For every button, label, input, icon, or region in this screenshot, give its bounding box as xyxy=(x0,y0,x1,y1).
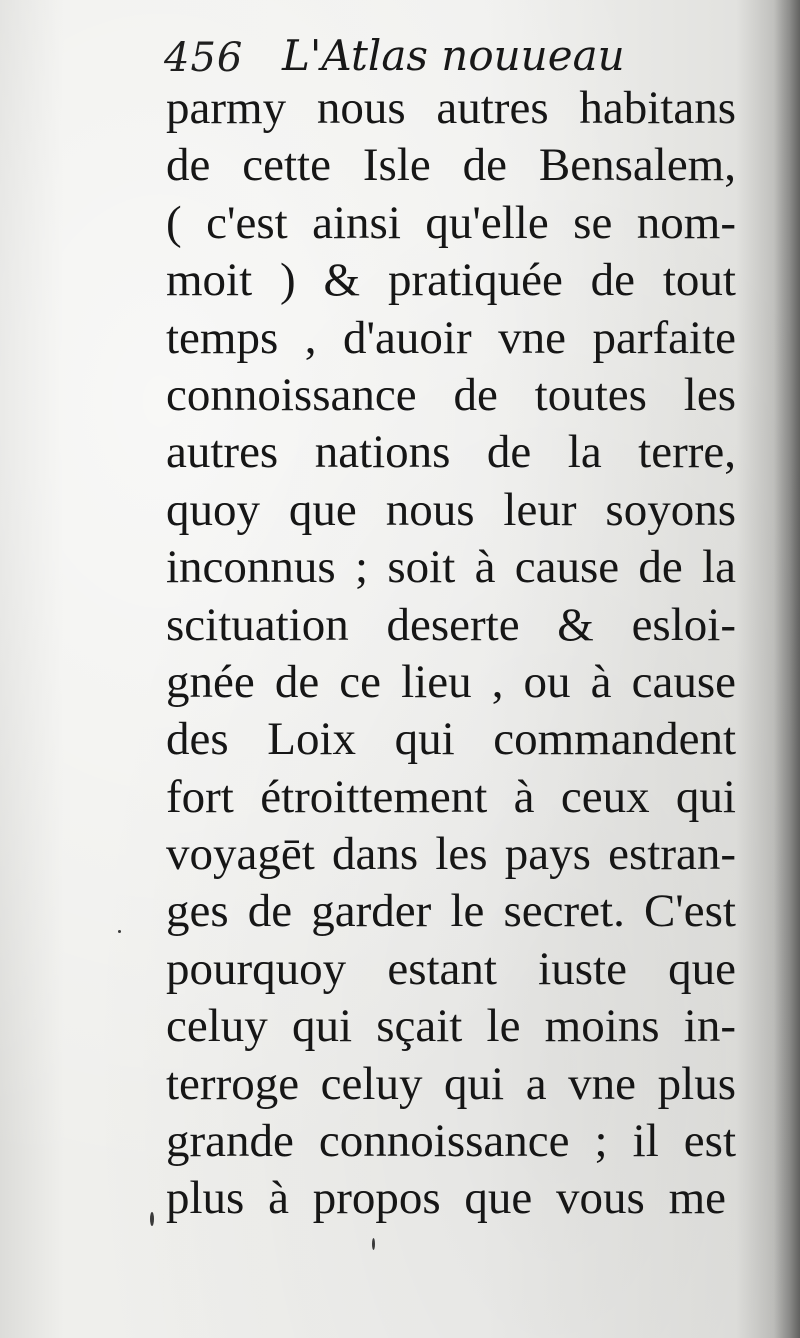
text-line: fort étroittement à ceux qui xyxy=(166,770,736,823)
text-line: quoy que nous leur soyons xyxy=(166,483,736,536)
text-line: inconnus ; soit à cause de la xyxy=(166,541,736,594)
text-line: celuy qui sçait le moins in- xyxy=(166,1000,736,1053)
body-text xyxy=(166,80,736,1228)
text-line: terroge celuy qui a vne plus xyxy=(166,1057,736,1110)
running-title: L'Atlas nouueau xyxy=(282,31,625,80)
page-edge-shadow xyxy=(774,0,800,1338)
ink-speck xyxy=(150,1212,154,1226)
text-line: voyagēt dans les pays estran- xyxy=(166,828,736,881)
text-line: de cette Isle de Bensalem, xyxy=(166,139,736,192)
text-line: autres nations de la terre, xyxy=(166,426,736,479)
text-line: scituation deserte & esloi- xyxy=(166,598,736,651)
text-line: grande connoissance ; il est xyxy=(166,1115,736,1168)
text-line: gnée de ce lieu , ou à cause xyxy=(166,655,736,708)
text-line: plus à propos que vous me xyxy=(166,1172,726,1225)
page-number: 456 xyxy=(164,35,244,81)
ink-speck xyxy=(372,1238,375,1250)
text-line: ges de garder le secret. C'est xyxy=(166,885,736,938)
text-line: temps , d'auoir vne parfaite xyxy=(166,311,736,364)
text-line: parmy nous autres habitans xyxy=(166,82,736,134)
text-line: ( c'est ainsi qu'elle se nom- xyxy=(166,196,736,249)
text-line: des Loix qui commandent xyxy=(166,713,736,766)
page-header xyxy=(164,24,684,88)
text-line: moit ) & pratiquée de tout xyxy=(166,254,736,307)
text-line: pourquoy estant iuste que xyxy=(166,942,736,995)
text-line: connoissance de toutes les xyxy=(166,368,736,421)
ink-speck xyxy=(118,930,121,933)
